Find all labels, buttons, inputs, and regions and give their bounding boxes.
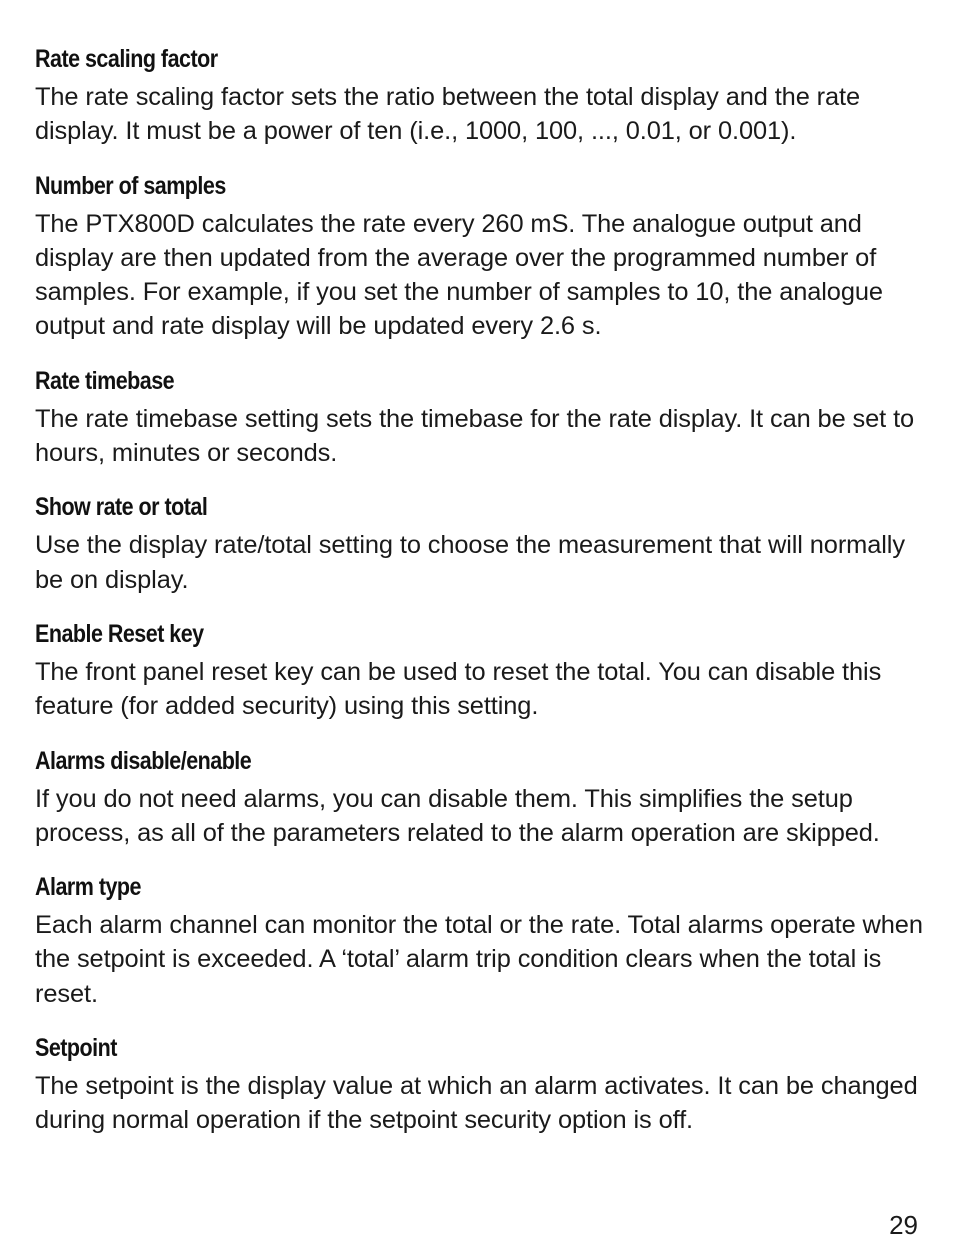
document-page: [35, 44, 930, 1160]
section-heading: Show rate or total: [35, 493, 208, 522]
section-alarms-disable-enable: [35, 746, 930, 851]
section-alarm-type: [35, 872, 930, 1011]
section-heading: Alarms disable/enable: [35, 746, 252, 775]
section-heading: Rate scaling factor: [35, 45, 218, 73]
section-body: Use the display rate/total setting to choose the measurement that will normally be on display.: [35, 531, 905, 594]
section-enable-reset-key: [35, 619, 930, 724]
section-body: The front panel reset key can be used to reset the total. You can disable this feature (for added security) using this setting.: [35, 657, 882, 721]
section-setpoint: [35, 1033, 930, 1138]
section-body: Each alarm channel can monitor the total or the rate. Total alarms operate when the setpoint is exceeded. A ‘total’ alarm trip condition clears when the total is reset.: [35, 911, 923, 1008]
section-heading: Number of samples: [35, 171, 226, 200]
section-heading: Alarm type: [35, 873, 141, 902]
section-body: The setpoint is the display value at which an alarm activates. It can be changed during normal operation if the setpoint security option is off.: [35, 1072, 918, 1135]
page-number: 29: [889, 1210, 918, 1240]
section-heading: Rate timebase: [35, 366, 175, 395]
section-rate-scaling-factor: [35, 44, 930, 149]
section-body: If you do not need alarms, you can disable them. This simplifies the setup process, as all of the parameters related to the alarm operation are skipped.: [35, 784, 880, 847]
section-rate-timebase: [35, 366, 930, 471]
section-number-of-samples: [35, 171, 930, 344]
section-body: The rate scaling factor sets the ratio between the total display and the rate display. It must be a power of ten (i.e., 1000, 100, ..., 0.01, or 0.001).: [35, 83, 861, 146]
section-body: The PTX800D calculates the rate every 260 mS. The analogue output and display are then updated from the average over the programmed number of samples. For example, if you set the number of samples to 10, the analogue output and rate display will be updated every 2.6 s.: [35, 209, 883, 341]
section-body: The rate timebase setting sets the timebase for the rate display. It can be set to hours, minutes or seconds.: [35, 404, 915, 468]
section-heading: Setpoint: [35, 1034, 117, 1063]
section-show-rate-or-total: [35, 492, 930, 597]
section-heading: Enable Reset key: [35, 619, 204, 648]
